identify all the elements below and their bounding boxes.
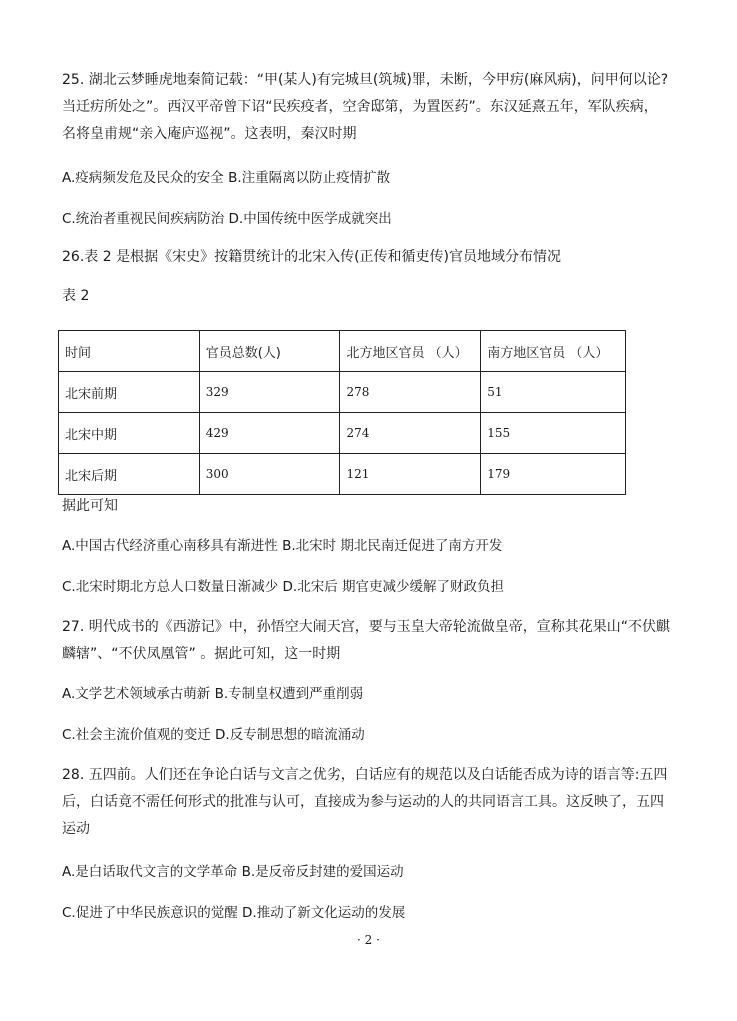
table-cell: 274: [340, 413, 481, 454]
question-28-stem-line1: 28. 五四前。人们还在争论白话与文言之优劣，白话应有的规范以及白话能否成为诗的语言等:五四: [62, 767, 668, 783]
table-cell: 278: [340, 372, 481, 413]
official-distribution-table: [58, 330, 626, 495]
question-25-stem-line2: 当迁疠所处之”。西汉平帝曾下诏“民疾疫者，空舍邸第，为置医药”。东汉延熹五年，军队疾病，: [62, 99, 658, 115]
table-row: [59, 454, 626, 495]
question-28-options-cd: C.促进了中华民族意识的觉醒 D.推动了新文化运动的发展: [62, 905, 406, 921]
page-number: · 2 ·: [357, 933, 380, 947]
question-26-stem: 26.表 2 是根据《宋史》按籍贯统计的北宋入传(正传和循吏传)官员地域分布情况: [62, 249, 561, 265]
question-27-options-cd: C.社会主流价值观的变迁 D.反专制思想的暗流涌动: [62, 727, 365, 743]
table-cell: 429: [199, 413, 340, 454]
table-cell: 329: [199, 372, 340, 413]
question-25-stem-line1: 25. 湖北云梦睡虎地秦简记载：“甲(某人)有完城旦(筑城)罪，未断，今甲疠(麻风病)，问甲何以论?: [62, 72, 669, 88]
table-caption: 表 2: [62, 288, 90, 304]
table-cell: 北宋后期: [59, 454, 200, 495]
table-cell: 北宋前期: [59, 372, 200, 413]
question-28-stem-line2: 后，白话竟不需任何形式的批准与认可，直接成为参与运动的人的共同语言工具。这反映了，五四: [62, 794, 664, 810]
table-header-cell: 南方地区官员 （人）: [481, 331, 626, 372]
table-cell: 179: [481, 454, 626, 495]
table-row: [59, 372, 626, 413]
table-header-cell: 时间: [59, 331, 200, 372]
question-26-prompt: 据此可知: [62, 498, 118, 514]
table-header-cell: 北方地区官员 （人）: [340, 331, 481, 372]
table-cell: 121: [340, 454, 481, 495]
table-cell: 300: [199, 454, 340, 495]
question-26-options-ab: A.中国古代经济重心南移具有渐进性 B.北宋时 期北民南迁促进了南方开发: [62, 538, 503, 554]
table-header-cell: 官员总数(人): [199, 331, 340, 372]
question-25-stem-line3: 名将皇甫规“亲入庵庐巡视”。这表明，秦汉时期: [62, 126, 357, 142]
table-cell: 51: [481, 372, 626, 413]
table-row: [59, 413, 626, 454]
question-26-options-cd: C.北宋时期北方总人口数量日渐减少 D.北宋后 期官吏减少缓解了财政负担: [62, 579, 504, 595]
question-25-options-cd: C.统治者重视民间疾病防治 D.中国传统中医学成就突出: [62, 211, 392, 227]
question-28-options-ab: A.是白话取代文言的文学革命 B.是反帝反封建的爱国运动: [62, 864, 404, 880]
question-27-stem-line1: 27. 明代成书的《西游记》中，孙悟空大闹天宫，要与玉皇大帝轮流做皇帝，宣称其花果山“不伏麒: [62, 619, 670, 635]
question-27-options-ab: A.文学艺术领域承古萌新 B.专制皇权遭到严重削弱: [62, 686, 364, 702]
question-27-stem-line2: 麟辖”、“不伏凤凰管” 。据此可知，这一时期: [62, 646, 341, 662]
table-header-row: [59, 331, 626, 372]
table-cell: 北宋中期: [59, 413, 200, 454]
table-cell: 155: [481, 413, 626, 454]
question-28-stem-line3: 运动: [62, 821, 90, 837]
question-25-options-ab: A.疫病频发危及民众的安全 B.注重隔离以防止疫情扩散: [62, 170, 391, 186]
